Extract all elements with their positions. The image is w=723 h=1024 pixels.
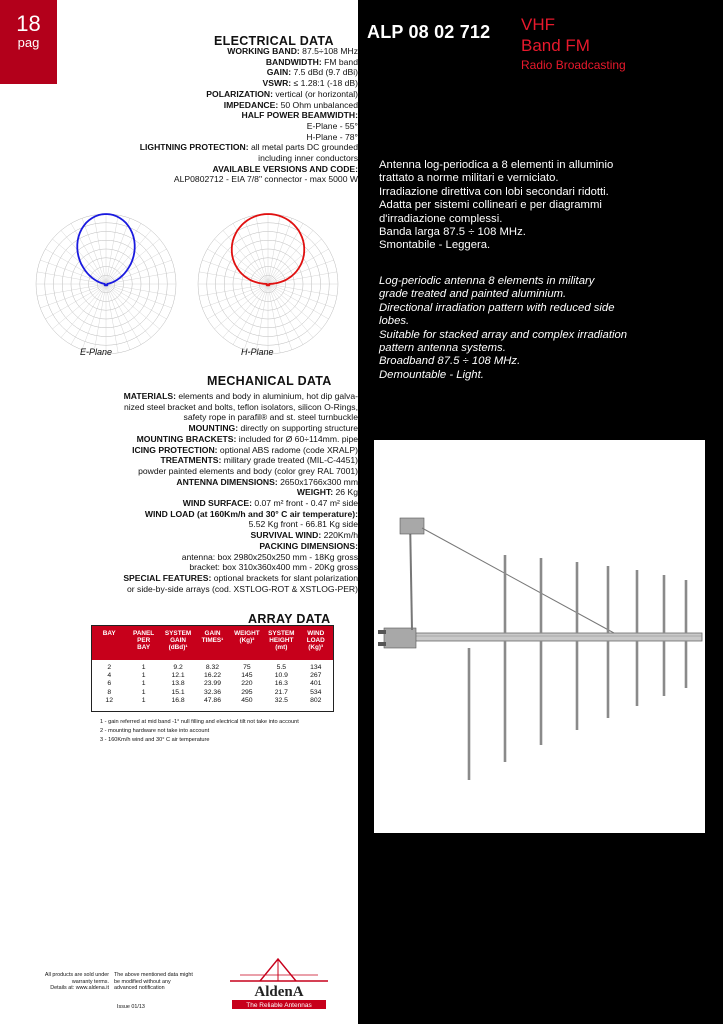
- electrical-data-title: ELECTRICAL DATA: [214, 34, 334, 48]
- description-en-line: Broadband 87.5 ÷ 108 MHz.: [379, 355, 521, 368]
- electrical-label: GAIN:: [266, 67, 292, 78]
- mechanical-value: 2650x1766x300 mm: [277, 476, 358, 487]
- mechanical-label: TREATMENTS:: [160, 455, 222, 466]
- band-application: Radio Broadcasting: [521, 58, 626, 72]
- electrical-line: [140, 121, 358, 132]
- mechanical-value: or side-by-side arrays (cod. XSTLOG-ROT & XSTLOG-PER): [127, 583, 358, 594]
- array-header-text: GAIN: [204, 630, 221, 637]
- note-line: 3 - 160Km/h wind and 30° C air temperature: [100, 737, 210, 743]
- array-header-text: TIMES¹: [201, 637, 224, 644]
- mechanical-line: [123, 402, 358, 413]
- polar-plots: [28, 210, 348, 358]
- electrical-data-list: [140, 46, 358, 185]
- mechanical-line: [123, 530, 358, 541]
- mechanical-line: [123, 423, 358, 434]
- array-cell: 75: [243, 664, 251, 671]
- mechanical-label: MOUNTING BRACKETS:: [136, 433, 237, 444]
- array-header-text: (dBd)¹: [168, 644, 188, 651]
- electrical-line: [140, 100, 358, 111]
- logo-tagline: The Reliable Antennas: [246, 1002, 312, 1009]
- description-en-line: Demountable - Light.: [379, 368, 484, 381]
- array-cell: 16.22: [203, 672, 221, 680]
- array-header-text: SYSTEM: [268, 630, 295, 637]
- array-column-header: [264, 626, 298, 660]
- e-plane-label: E-Plane: [80, 347, 113, 357]
- description-en-line: lobes.: [379, 315, 410, 328]
- antenna-drawing: [374, 440, 705, 833]
- mechanical-line: [123, 552, 358, 563]
- array-column-header: [230, 626, 264, 660]
- antenna-elements: [469, 555, 686, 780]
- array-cell: 16.8: [171, 696, 185, 704]
- mechanical-line: [123, 487, 358, 498]
- note-line: 2 - mounting hardware not take into account: [100, 728, 210, 734]
- array-column-header: [92, 626, 126, 660]
- electrical-line: [140, 89, 358, 100]
- electrical-label: BANDWIDTH:: [265, 56, 322, 67]
- mechanical-value: 0.07 m² front - 0.47 m² side: [251, 498, 358, 509]
- array-cell: 1: [141, 672, 146, 680]
- mechanical-label: SURVIVAL WIND:: [250, 530, 322, 541]
- electrical-value: 50 Ohm unbalanced: [278, 99, 358, 110]
- mechanical-label: ICING PROTECTION:: [132, 444, 218, 455]
- mechanical-line: [123, 466, 358, 477]
- band-type: VHF: [521, 15, 555, 34]
- array-table-body: [92, 660, 333, 705]
- array-cell: 1: [141, 680, 146, 688]
- description-english: [379, 275, 689, 382]
- mechanical-data-list: [123, 391, 358, 594]
- electrical-label: POLARIZATION:: [206, 88, 273, 99]
- mechanical-line: [123, 412, 358, 423]
- mechanical-label: ANTENNA DIMENSIONS:: [176, 476, 278, 487]
- description-it-line: d'irradiazione complessi.: [379, 212, 503, 225]
- array-cell: 2: [107, 664, 112, 671]
- array-cell: 134: [310, 664, 322, 671]
- mechanical-line: [123, 445, 358, 456]
- description-en-line: grade treated and painted aluminium.: [379, 288, 567, 301]
- radiation-diagrams: [28, 210, 348, 358]
- array-cell: 12.1: [171, 672, 185, 680]
- array-cell: 267: [310, 672, 322, 680]
- mechanical-value: 5.52 Kg front - 66.81 Kg side: [248, 519, 358, 530]
- array-cell: 8: [107, 688, 112, 696]
- array-header-text: PANEL: [133, 630, 155, 637]
- array-cell: 145: [241, 672, 253, 680]
- modification-line: The above mentioned data might: [114, 972, 193, 978]
- electrical-value: 87.5÷108 MHz: [299, 46, 358, 56]
- array-header-text: WEIGHT: [234, 630, 260, 637]
- array-cell: 6: [107, 680, 112, 688]
- array-cell: 220: [241, 680, 253, 688]
- electrical-label: AVAILABLE VERSIONS AND CODE:: [212, 163, 358, 174]
- array-column-header: [126, 626, 160, 660]
- electrical-line: [140, 67, 358, 78]
- h-plane-label: H-Plane: [241, 347, 274, 357]
- band-name: Band FM: [521, 36, 590, 55]
- array-data-title: ARRAY DATA: [248, 612, 331, 626]
- mechanical-value: 26 Kg: [333, 487, 358, 498]
- array-header-text: PER: [137, 637, 151, 644]
- array-cell: 13.8: [171, 680, 185, 688]
- description-it-line: Adatta per sistemi collineari e per diagrammi: [379, 199, 602, 212]
- mechanical-value: 220Km/h: [321, 530, 358, 541]
- antenna-photo: [374, 440, 705, 833]
- array-cell: 9.2: [173, 664, 183, 671]
- mechanical-label: WEIGHT:: [296, 487, 334, 498]
- electrical-value: H-Plane - 78°: [306, 131, 358, 142]
- array-cell: 1: [141, 688, 146, 696]
- description-it-line: Antenna log-periodica a 8 elementi in alluminio: [379, 159, 614, 171]
- electrical-label: IMPEDANCE:: [223, 99, 279, 110]
- description-it-line: Smontabile - Leggera.: [379, 239, 491, 252]
- description-en-line: Directional irradiation pattern with reduced side: [379, 301, 615, 314]
- array-column: [161, 664, 195, 705]
- array-cell: 802: [310, 696, 322, 704]
- mechanical-value: powder painted elements and body (color grey RAL 7001): [138, 465, 358, 476]
- array-header-text: BAY: [137, 644, 151, 651]
- electrical-value: 7.5 dBd (9.7 dBi): [291, 67, 358, 78]
- array-cell: 534: [310, 688, 322, 696]
- h-plane-diagram: [198, 214, 338, 354]
- array-header-text: BAY: [102, 630, 116, 637]
- mechanical-value: safety rope in parafil® and st. steel turnbuckle: [183, 412, 358, 423]
- logo-graphic: [220, 953, 338, 1011]
- mechanical-value: included for Ø 60÷114mm. pipe: [236, 433, 358, 444]
- array-column-header: [195, 626, 229, 660]
- page-label: pag: [17, 35, 40, 50]
- electrical-value: ≤ 1.28:1 (-18 dB): [291, 78, 358, 89]
- array-cell: 16.3: [274, 680, 288, 688]
- array-cell: 5.5: [276, 664, 287, 671]
- description-it-line: trattato a norme militari e verniciato.: [379, 172, 559, 185]
- array-column-header: [161, 626, 195, 660]
- array-cell: 401: [310, 680, 322, 688]
- electrical-line: [140, 57, 358, 68]
- array-table-header: [92, 626, 333, 660]
- description-it-line: Banda larga 87.5 ÷ 108 MHz.: [379, 226, 526, 239]
- mechanical-label: WIND LOAD (at 160Km/h and 30° C air temperature):: [144, 508, 358, 519]
- issue-number: Issue 01/13: [117, 1004, 145, 1010]
- array-cell: 4: [107, 672, 112, 680]
- array-cell: 21.7: [274, 688, 288, 696]
- array-data-table: [91, 625, 334, 712]
- array-header-text: (Kg)²: [239, 637, 255, 644]
- modification-note: [114, 972, 193, 992]
- mechanical-value: nized steel bracket and bolts, teflon isolators, silicon O-Rings,: [123, 401, 358, 412]
- electrical-line: [140, 46, 358, 57]
- electrical-label: HALF POWER BEAMWIDTH:: [241, 110, 358, 121]
- mechanical-line: [123, 573, 358, 584]
- electrical-label: VSWR:: [262, 78, 292, 89]
- electrical-value: vertical (or horizontal): [272, 88, 358, 99]
- aldena-logo: [220, 953, 338, 1011]
- array-cell: 32.36: [203, 688, 221, 696]
- array-header-text: LOAD: [306, 637, 325, 644]
- electrical-value: ALP0802712 - EIA 7/8" connector - max 5000 W: [173, 174, 358, 185]
- description-en-line: pattern antenna systems.: [379, 342, 506, 355]
- array-column: [230, 664, 264, 705]
- logo-wordmark: AldenA: [254, 984, 304, 1000]
- modification-line: be modified without any: [114, 978, 171, 985]
- mechanical-label: MOUNTING:: [188, 423, 239, 434]
- description-en-line: Log-periodic antenna 8 elements in military: [379, 275, 595, 287]
- page-number: 18: [16, 11, 41, 36]
- mechanical-line: [123, 519, 358, 530]
- warranty-line: All products are sold under: [44, 972, 109, 978]
- array-header-text: SYSTEM: [164, 630, 192, 637]
- electrical-line: [140, 142, 358, 153]
- array-header-text: (Kg)³: [308, 644, 324, 651]
- mechanical-value: directly on supporting structure: [238, 423, 358, 434]
- mechanical-data-title: MECHANICAL DATA: [207, 374, 332, 388]
- mechanical-value: bracket: box 310x360x400 mm - 20Kg gross: [189, 562, 358, 573]
- mechanical-line: [123, 498, 358, 509]
- warranty-line: Details at: www.aldena.it: [50, 985, 109, 992]
- description-en-line: Suitable for stacked array and complex irradiation: [379, 328, 628, 341]
- e-plane-diagram: [36, 214, 176, 354]
- electrical-label: LIGHTNING PROTECTION:: [139, 142, 249, 153]
- mechanical-label: PACKING DIMENSIONS:: [259, 540, 358, 551]
- array-notes: [100, 718, 299, 745]
- array-cell: 12: [105, 696, 113, 704]
- array-cell: 10.9: [274, 672, 288, 680]
- electrical-line: [140, 132, 358, 143]
- array-header-text: WIND: [307, 630, 325, 637]
- electrical-line: [140, 153, 358, 164]
- model-code: ALP 08 02 712: [367, 22, 491, 42]
- array-cell: 23.99: [203, 680, 221, 688]
- description-italian: [379, 159, 689, 253]
- mechanical-line: [123, 434, 358, 445]
- description-it-line: Irradiazione direttiva con lobi secondari ridotti.: [379, 185, 609, 198]
- array-column: [126, 664, 160, 705]
- array-column: [264, 664, 298, 705]
- array-cell: 8.32: [205, 664, 220, 671]
- mechanical-value: optional ABS radome (code XRALP): [217, 444, 358, 455]
- electrical-line: [140, 78, 358, 89]
- array-cell: 1: [141, 696, 146, 704]
- mechanical-line: [123, 509, 358, 520]
- array-header-text: GAIN: [170, 637, 187, 644]
- note-line: 1 - gain referred at mid band -1° null filling and electrical tilt not take into account: [100, 719, 299, 725]
- mechanical-line: [123, 455, 358, 466]
- warranty-note: [45, 972, 109, 992]
- modification-line: advanced notification: [114, 985, 165, 992]
- mechanical-value: military grade treated (MIL-C-4451): [221, 455, 358, 466]
- array-cell: 47.86: [203, 696, 221, 704]
- mechanical-value: antenna: box 2980x250x250 mm - 18Kg gross: [181, 551, 358, 562]
- electrical-value: E-Plane - 55°: [306, 120, 358, 131]
- electrical-line: [140, 110, 358, 121]
- electrical-value: FM band: [321, 56, 358, 67]
- array-column: [92, 664, 126, 705]
- electrical-label: WORKING BAND:: [227, 46, 300, 56]
- electrical-line: [140, 164, 358, 175]
- mechanical-line: [123, 477, 358, 488]
- mechanical-label: SPECIAL FEATURES:: [123, 572, 212, 583]
- mechanical-label: MATERIALS:: [123, 391, 176, 401]
- mechanical-value: optional brackets for slant polarization: [211, 572, 358, 583]
- page-number-tab: [0, 0, 57, 84]
- array-cell: 32.5: [274, 696, 288, 704]
- array-header-text: HEIGHT: [269, 637, 294, 644]
- mechanical-line: [123, 584, 358, 595]
- mechanical-label: WIND SURFACE:: [182, 498, 252, 509]
- electrical-value: all metal parts DC grounded: [248, 142, 358, 153]
- array-column: [195, 664, 229, 705]
- electrical-line: [140, 174, 358, 185]
- array-header-text: (mt): [275, 644, 288, 651]
- array-cell: 450: [241, 696, 253, 704]
- electrical-value: including inner conductors: [258, 153, 358, 164]
- array-cell: 15.1: [171, 688, 185, 696]
- mechanical-line: [123, 562, 358, 573]
- array-column: [299, 664, 333, 705]
- mechanical-value: elements and body in aluminium, hot dip galva-: [175, 391, 358, 401]
- array-cell: 295: [241, 688, 253, 696]
- warranty-line: warranty terms.: [71, 978, 109, 985]
- array-column-header: [299, 626, 333, 660]
- mechanical-line: [123, 541, 358, 552]
- mechanical-line: [123, 391, 358, 402]
- array-cell: 1: [141, 664, 146, 671]
